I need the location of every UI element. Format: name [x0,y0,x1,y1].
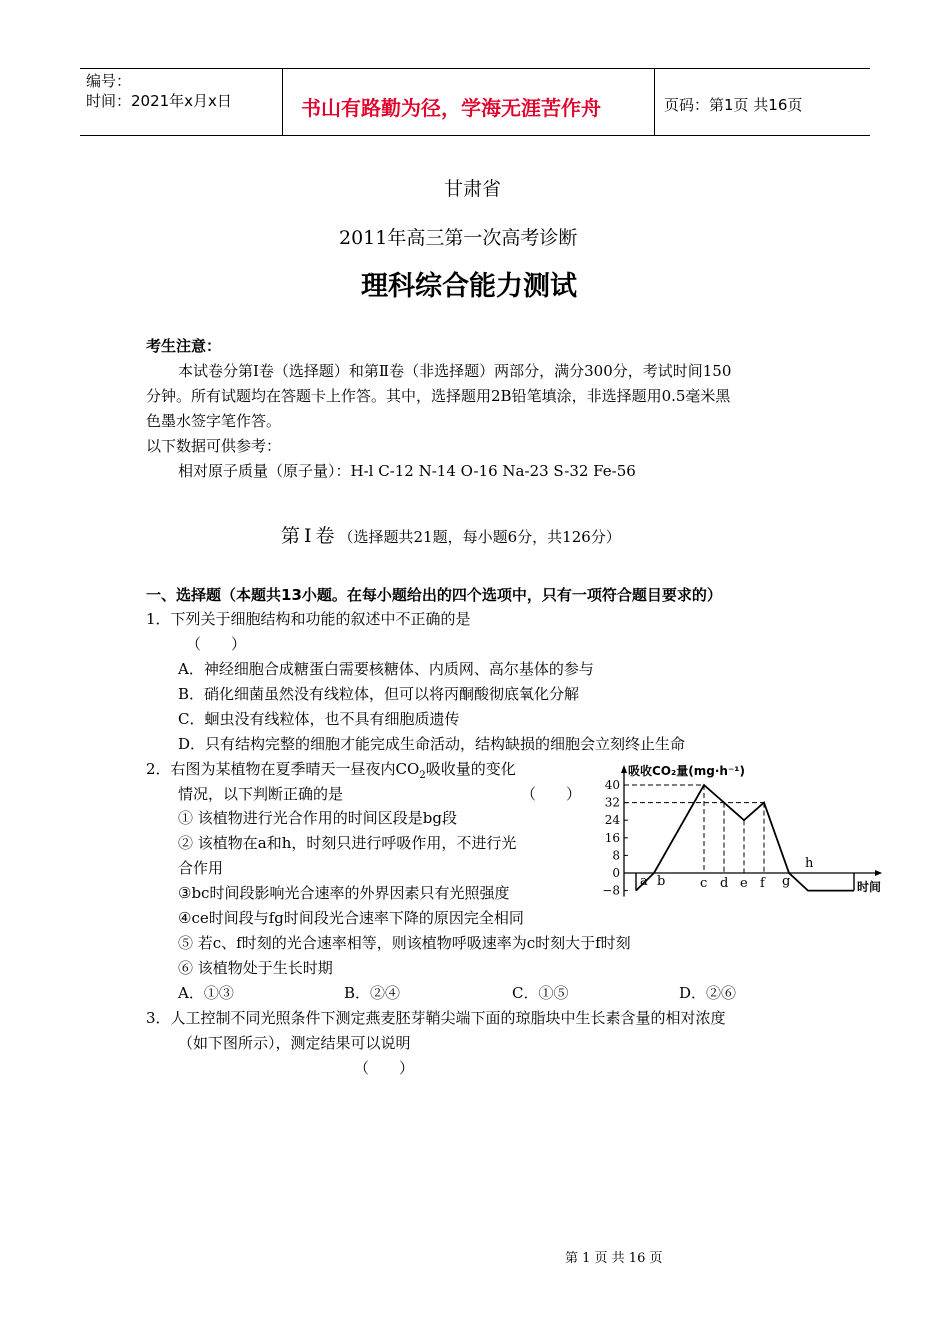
point-label-a: a [640,874,648,889]
q2-statement-2: ② 该植物在a和h，时刻只进行呼吸作用，不进行光 [178,834,517,852]
q2-paren: （ ） [521,785,582,803]
notice-ref-heading: 以下数据可供参考： [146,437,282,455]
part1-title [281,521,621,548]
header-divider-left [282,68,283,135]
point-label-b: b [657,874,666,889]
page-footer: 第 1 页 共 16 页 [565,1251,663,1266]
q2-stem-post: 吸收量的变化 [425,760,516,778]
q2-stem-line2: 情况，以下判断正确的是 [178,785,344,803]
point-label-c: c [700,876,708,891]
title-province: 甘肃省 [444,178,502,200]
notice-para1-line1: 本试卷分第Ⅰ卷（选择题）和第Ⅱ卷（非选择题）两部分，满分300分，考试时间150 [178,362,732,380]
x-axis-label: 时间 [857,880,882,894]
y-axis-arrow [621,765,627,773]
header-divider-right [654,68,655,135]
y-tick-label: 40 [604,778,620,792]
q1-option-c: C．蛔虫没有线粒体，也不具有细胞质遗传 [178,710,460,728]
q3-line1: 3．人工控制不同光照条件下测定燕麦胚芽鞘尖端下面的琼脂块中生长素含量的相对浓度 [146,1009,726,1027]
q2-choice-d: D．②⑥ [679,984,737,1002]
point-label-e: e [740,876,748,891]
notice-heading: 考生注意： [146,337,222,355]
q2-statement-2-cont: 合作用 [178,859,224,877]
y-tick-label: 8 [612,848,620,863]
y-tick-label: 32 [604,795,620,810]
notice-para1-line3: 色墨水签字笔作答。 [146,412,282,430]
q2-choice-c: C．①⑤ [512,984,569,1002]
co2-absorption-chart [596,757,896,902]
q2-statement-3: ③bc时间段影响光合速率的外界因素只有光照强度 [178,884,510,902]
header-motto: 书山有路勤为径，学海无涯苦作舟 [301,96,601,120]
q3-line2: （如下图所示），测定结果可以说明 [178,1034,411,1052]
point-label-d: d [720,876,729,891]
header-page-info: 页码：第1页 共16页 [664,96,803,114]
part1-title-sub: （选择题共21题，每小题6分，共126分） [338,528,621,546]
q2-statement-6: ⑥ 该植物处于生长时期 [178,959,333,977]
co2-series-line [636,785,854,891]
q2-stem-pre: 2．右图为某植物在夏季晴天一昼夜内CO [146,760,420,778]
point-label-f: f [760,876,765,891]
q2-stem-sub: 2 [419,770,426,781]
q2-statement-5: ⑤ 若c、f时刻的光合速率相等，则该植物呼吸速率为c时刻大于f时刻 [178,934,631,952]
y-tick-label: 16 [604,830,620,845]
y-axis-label: 吸收CO₂量(mg·h⁻¹) [628,764,746,778]
notice-para1-line2: 分钟。所有试题均在答题卡上作答。其中，选择题用2B铅笔填涂，非选择题用0.5毫米黑 [146,387,731,405]
q2-statement-1: ① 该植物进行光合作用的时间区段是bg段 [178,809,457,827]
q2-choice-a: A．①③ [178,984,234,1002]
part1-title-main: 第Ⅰ卷 [281,525,339,547]
header-top-border [80,68,870,69]
y-tick-label: −8 [602,883,620,898]
section1-title: 一、选择题（本题共13小题。在每小题给出的四个选项中，只有一项符合题目要求的） [146,586,722,604]
q2-statement-4: ④ce时间段与fg时间段光合速率下降的原因完全相同 [178,909,524,927]
q1-paren: （ ） [186,635,247,653]
y-tick-label: 24 [604,813,620,828]
point-label-g: g [782,874,791,889]
title-subject: 理科综合能力测试 [361,271,577,302]
q1-option-d: D．只有结构完整的细胞才能完成生命活动，结构缺损的细胞会立刻终止生命 [178,735,686,753]
notice-ref-values: 相对原子质量（原子量）：H-l C-12 N-14 O-16 Na-23 S-32 Fe-56 [178,462,636,480]
header-time-label: 时间：2021年x月x日 [86,92,232,110]
point-label-h: h [805,856,814,871]
q1-stem: 1．下列关于细胞结构和功能的叙述中不正确的是 [146,610,471,628]
title-exam: 2011年高三第一次高考诊断 [339,227,578,249]
q1-option-a: A．神经细胞合成糖蛋白需要核糖体、内质网、高尔基体的参与 [178,660,594,678]
q1-option-b: B．硝化细菌虽然没有线粒体，但可以将丙酮酸彻底氧化分解 [178,685,580,703]
header-bottom-border [80,135,870,136]
x-axis-arrow [875,870,882,876]
y-tick-label: 0 [612,866,620,880]
header-number-label: 编号： [86,72,132,90]
q2-choice-b: B．②④ [344,984,401,1002]
q3-paren: （ ） [354,1059,415,1077]
